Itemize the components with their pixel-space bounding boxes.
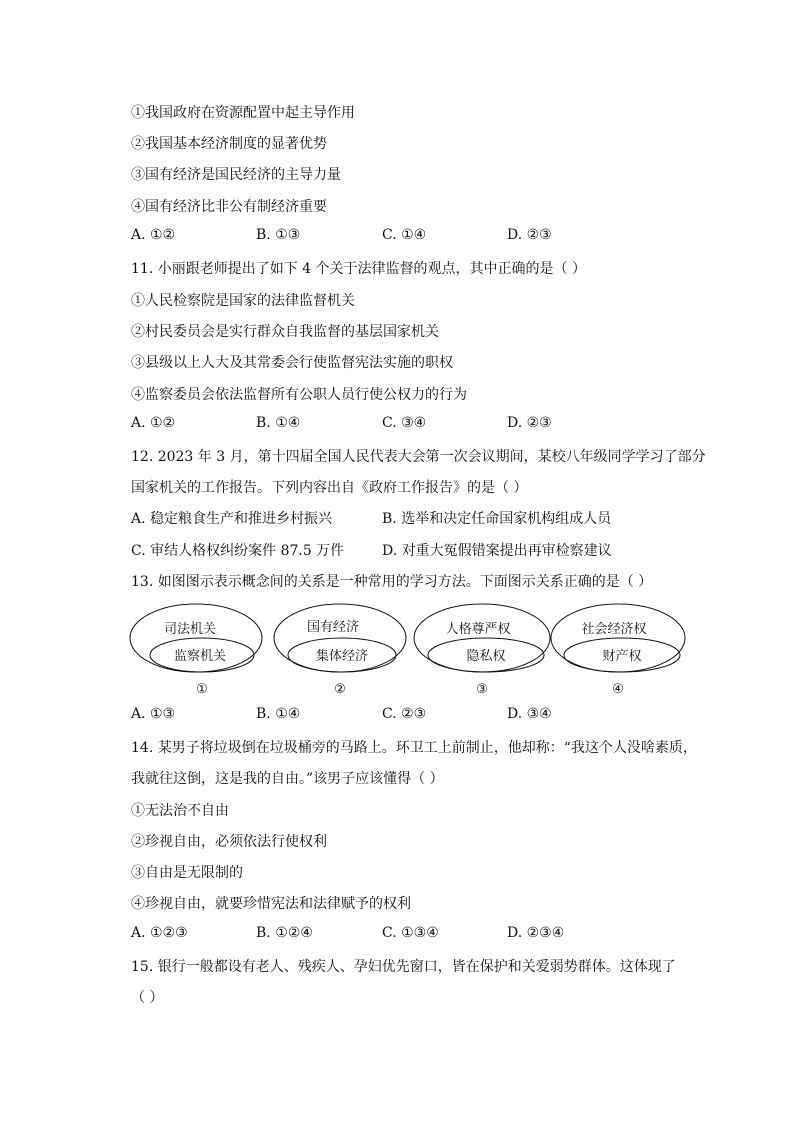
q13-d1-number: ① xyxy=(196,682,208,697)
q11-option-a: A. ①② xyxy=(131,415,176,431)
q13-d3-inner-label: 隐私权 xyxy=(466,649,506,664)
q11-stem: 11. 小丽跟老师提出了如下 4 个关于法律监督的观点，其中正确的是（ ） xyxy=(131,261,586,277)
q13-d3-outer-label: 人格尊严权 xyxy=(445,622,511,637)
q12-option-c: C. 审结人格权纠纷案件 87.5 万件 xyxy=(131,543,345,559)
q13-diagram-4 xyxy=(551,604,685,697)
q14-option-d: D. ②③④ xyxy=(507,925,565,941)
q11-item-3: ③县级以上人大及其常委会行使监督宪法实施的职权 xyxy=(131,355,453,371)
q15-stem-line-1: 15. 银行一般都设有老人、残疾人、孕妇优先窗口，皆在保护和关爱弱势群体。这体现了 xyxy=(131,959,676,975)
q13-d2-inner-label: 集体经济 xyxy=(315,649,369,664)
q13-d4-number: ④ xyxy=(612,682,624,697)
q14-option-c: C. ①③④ xyxy=(382,925,439,941)
q13-diagram-3 xyxy=(414,604,550,697)
q14-stem-line-1: 14. 某男子将垃圾倒在垃圾桶旁的马路上。环卫工上前制止，他却称：“我这个人没啥素质， xyxy=(131,740,697,756)
q10-option-c: C. ①④ xyxy=(382,227,427,243)
q12-option-b: B. 选举和决定任命国家机构组成人员 xyxy=(382,511,612,527)
q10-option-a: A. ①② xyxy=(131,227,176,243)
q11-option-c: C. ③④ xyxy=(382,415,427,431)
q10-option-b: B. ①③ xyxy=(256,227,301,243)
q13-d1-inner-label: 监察机关 xyxy=(173,649,227,664)
q13-d2-outer-label: 国有经济 xyxy=(306,620,360,635)
q13-option-c: C. ②③ xyxy=(382,706,427,722)
q11-option-b: B. ①④ xyxy=(256,415,301,431)
q13-d1-outer-label: 司法机关 xyxy=(163,622,217,637)
q12-stem-line-1: 12. 2023 年 3 月，第十四届全国人民代表大会第一次会议期间，某校八年级同学学习了部分 xyxy=(131,449,706,465)
q12-option-a: A. 稳定粮食生产和推进乡村振兴 xyxy=(131,511,333,527)
q11-item-1: ①人民检察院是国家的法律监督机关 xyxy=(131,293,355,309)
q10-item-4: ④国有经济比非公有制经济重要 xyxy=(131,199,327,215)
q11-item-2: ②村民委员会是实行群众自我监督的基层国家机关 xyxy=(131,324,439,340)
q12-stem-line-2: 国家机关的工作报告。下列内容出自《政府工作报告》的是（ ） xyxy=(131,480,528,496)
q14-stem-line-2: 我就往这倒，这是我的自由。”该男子应该懂得（ ） xyxy=(131,771,444,787)
q13-stem: 13. 如图图示表示概念间的关系是一种常用的学习方法。下面图示关系正确的是（ ） xyxy=(131,574,653,590)
q13-option-d: D. ③④ xyxy=(507,706,552,722)
q12-option-d: D. 对重大冤假错案提出再审检察建议 xyxy=(382,543,612,559)
q14-item-1: ①无法治不自由 xyxy=(131,803,229,819)
q11-item-4: ④监察委员会依法监督所有公职人员行使公权力的行为 xyxy=(131,387,467,403)
q14-item-4: ④珍视自由，就要珍惜宪法和法律赋予的权利 xyxy=(131,896,411,912)
q11-option-d: D. ②③ xyxy=(507,415,552,431)
q13-option-a: A. ①③ xyxy=(131,706,176,722)
q10-item-2: ②我国基本经济制度的显著优势 xyxy=(131,136,327,152)
q15-stem-line-2: （ ） xyxy=(131,990,164,1006)
q13-option-b: B. ①④ xyxy=(256,706,301,722)
q14-option-b: B. ①②④ xyxy=(256,925,313,941)
q14-option-a: A. ①②③ xyxy=(131,925,188,941)
q14-item-3: ③自由是无限制的 xyxy=(131,865,243,881)
q13-diagram-2 xyxy=(274,604,406,697)
q10-item-3: ③国有经济是国民经济的主导力量 xyxy=(131,167,341,183)
q13-concept-diagrams xyxy=(128,600,688,710)
q14-item-2: ②珍视自由，必须依法行使权利 xyxy=(131,834,327,850)
q13-d4-inner-label: 财产权 xyxy=(602,649,642,664)
q13-d4-outer-label: 社会经济权 xyxy=(581,622,647,637)
q10-item-1: ①我国政府在资源配置中起主导作用 xyxy=(131,105,355,121)
q13-d2-number: ② xyxy=(334,682,346,697)
q10-option-d: D. ②③ xyxy=(507,227,552,243)
q13-d3-number: ③ xyxy=(476,682,488,697)
q13-diagram-1 xyxy=(130,604,262,697)
